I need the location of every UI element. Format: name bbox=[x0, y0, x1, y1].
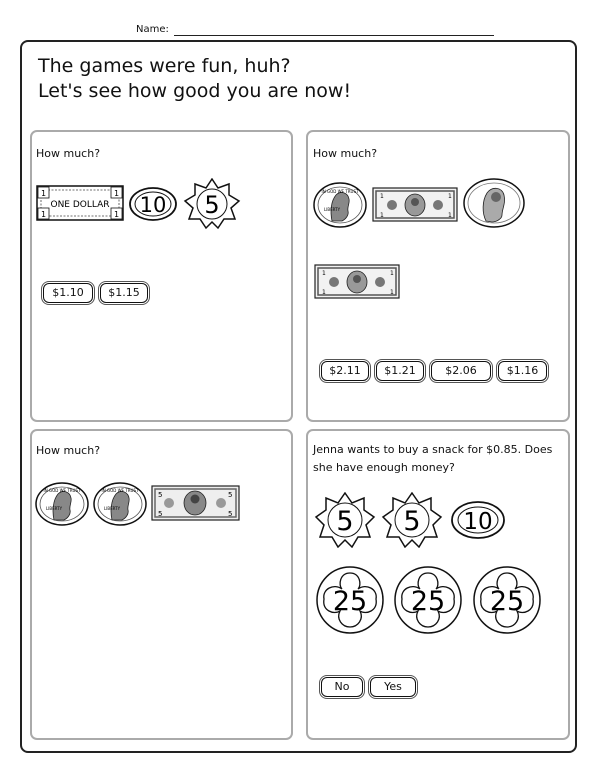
svg-text:25: 25 bbox=[410, 586, 446, 617]
svg-text:1: 1 bbox=[448, 212, 452, 219]
name-label: Name: bbox=[136, 24, 169, 35]
svg-text:1: 1 bbox=[40, 210, 47, 219]
svg-text:IN GOD WE TRUST: IN GOD WE TRUST bbox=[321, 189, 359, 194]
nickel-icon bbox=[183, 178, 241, 230]
svg-text:5: 5 bbox=[158, 510, 163, 518]
five-dollar-bill-photo-icon bbox=[151, 485, 240, 521]
answer-choice-1-16[interactable]: $1.16 bbox=[498, 361, 547, 381]
answer-choice-2-11[interactable]: $2.11 bbox=[321, 361, 369, 381]
nickel-icon-2 bbox=[314, 492, 376, 548]
nickel-icon-3 bbox=[381, 492, 443, 548]
svg-text:IN GOD WE TRUST: IN GOD WE TRUST bbox=[43, 488, 81, 493]
svg-text:10: 10 bbox=[463, 509, 493, 535]
svg-text:LIBERTY: LIBERTY bbox=[104, 506, 121, 511]
one-dollar-bill-photo-icon bbox=[372, 187, 458, 222]
penny-icon-2 bbox=[34, 481, 90, 527]
svg-text:5: 5 bbox=[336, 506, 354, 537]
nickel-photo-icon bbox=[462, 177, 526, 229]
svg-text:1: 1 bbox=[322, 270, 326, 277]
svg-text:1: 1 bbox=[113, 210, 120, 219]
svg-text:5: 5 bbox=[158, 491, 163, 499]
question-1-prompt: How much? bbox=[36, 147, 101, 160]
worksheet-heading bbox=[38, 54, 351, 104]
svg-text:25: 25 bbox=[489, 586, 525, 617]
svg-text:LIBERTY: LIBERTY bbox=[46, 506, 63, 511]
penny-icon bbox=[312, 181, 368, 229]
question-panel-3 bbox=[30, 429, 293, 740]
svg-text:1: 1 bbox=[113, 189, 120, 198]
one-dollar-bill-photo-icon-2 bbox=[314, 264, 400, 299]
question-2-prompt: How much? bbox=[313, 147, 378, 160]
svg-text:1: 1 bbox=[40, 189, 47, 198]
svg-text:25: 25 bbox=[332, 586, 368, 617]
svg-text:1: 1 bbox=[448, 193, 452, 200]
answer-choice-2-06[interactable]: $2.06 bbox=[431, 361, 491, 381]
svg-text:5: 5 bbox=[228, 491, 233, 499]
svg-text:5: 5 bbox=[403, 506, 421, 537]
svg-text:IN GOD WE TRUST: IN GOD WE TRUST bbox=[101, 488, 139, 493]
answer-choice-yes[interactable]: Yes bbox=[370, 677, 416, 697]
quarter-icon-2 bbox=[392, 565, 464, 635]
question-panel-1 bbox=[30, 130, 293, 422]
one-dollar-bill-icon bbox=[36, 185, 124, 221]
svg-text:ONE DOLLAR: ONE DOLLAR bbox=[50, 200, 110, 210]
svg-text:10: 10 bbox=[139, 193, 167, 217]
heading-line-1: The games were fun, huh? bbox=[38, 55, 291, 77]
quarter-icon-3 bbox=[471, 565, 543, 635]
svg-text:1: 1 bbox=[322, 289, 326, 296]
dime-icon bbox=[128, 186, 178, 222]
question-3-prompt: How much? bbox=[36, 444, 101, 457]
svg-text:1: 1 bbox=[380, 212, 384, 219]
svg-text:5: 5 bbox=[228, 510, 233, 518]
heading-line-2: Let's see how good you are now! bbox=[38, 80, 352, 102]
quarter-icon bbox=[314, 565, 386, 635]
name-line[interactable] bbox=[174, 35, 494, 36]
answer-choice-1-21[interactable]: $1.21 bbox=[376, 361, 424, 381]
svg-text:5: 5 bbox=[204, 191, 220, 219]
answer-choice-no[interactable]: No bbox=[321, 677, 363, 697]
question-4-prompt: Jenna wants to buy a snack for $0.85. Does she have enough money? bbox=[313, 443, 553, 474]
svg-text:1: 1 bbox=[380, 193, 384, 200]
svg-text:LIBERTY: LIBERTY bbox=[324, 207, 341, 212]
penny-icon-3 bbox=[92, 481, 148, 527]
answer-choice-1-10[interactable]: $1.10 bbox=[43, 283, 93, 303]
answer-choice-1-15[interactable]: $1.15 bbox=[100, 283, 148, 303]
dime-icon-2 bbox=[450, 500, 506, 540]
svg-text:1: 1 bbox=[390, 270, 394, 277]
svg-text:1: 1 bbox=[390, 289, 394, 296]
